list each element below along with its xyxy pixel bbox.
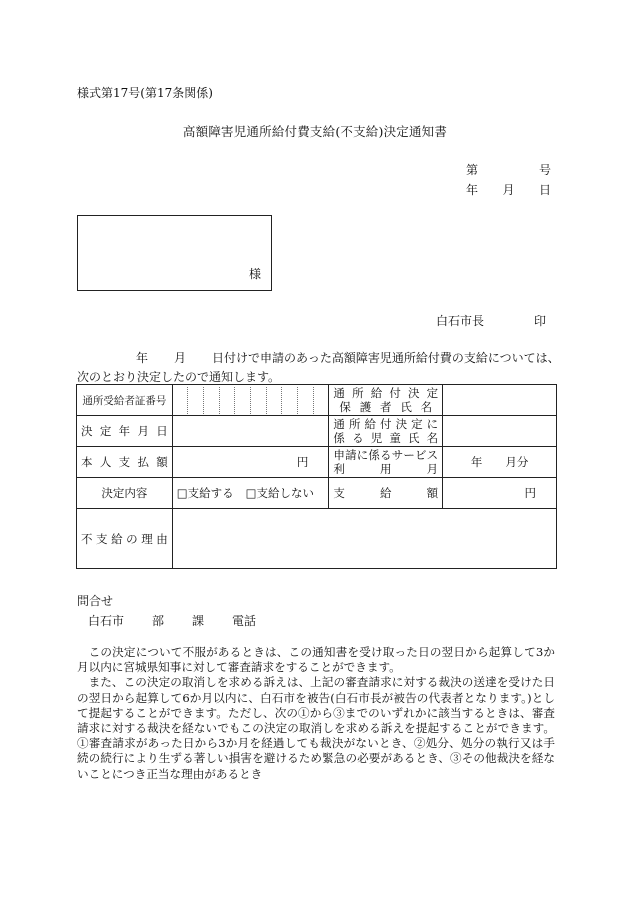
guardian-name-value[interactable] bbox=[443, 385, 557, 416]
intro-line1-rest: 日付けで申請のあった高額障害児通所給付費の支給については、 bbox=[212, 351, 560, 365]
intro-line-1 bbox=[136, 349, 560, 366]
intro-year: 年 bbox=[136, 351, 149, 365]
addressee-honorific: 様 bbox=[248, 267, 261, 281]
guardian-name-label-l2: 保護者氏名 bbox=[339, 400, 433, 414]
no-pay-reason-value[interactable] bbox=[172, 509, 556, 569]
addressee-box bbox=[77, 215, 272, 291]
notice-paragraph-2: また、この決定の取消しを求める訴えは、上記の審査請求に対する裁決の送達を受けた日の翌日から起算して6か月以内に、白石市を被告(白石市長が被告の代表者となります。)として提起することができます。ただし、次の①から③までのいずれかに該当するときは、審査請求に対する裁決を経ないでもこの決定の取消しを求める訴えを提起することができます。①審査請求があった日から3か月を経過しても裁決がないとき、②処分、処分の執行又は手続の続行により生ずる著しい損害を避けるため緊急の必要があるとき、③その他裁決を経ないことにつき正当な理由があるとき bbox=[77, 675, 555, 781]
issuer-seal: 印 bbox=[534, 314, 547, 328]
doc-number-prefix: 第 bbox=[466, 163, 479, 177]
digit-boxes bbox=[173, 387, 329, 414]
guardian-name-label bbox=[329, 385, 443, 416]
document-title: 高額障害児通所給付費支給(不支給)決定通知書 bbox=[182, 124, 448, 139]
inquiry-dept: 部 bbox=[152, 614, 165, 628]
intro-line-2: 次のとおり決定したので通知します。 bbox=[77, 370, 281, 384]
decision-date-label: 決定年月日 bbox=[77, 416, 173, 447]
payment-amount-value[interactable] bbox=[443, 478, 557, 509]
issue-date-year: 年 bbox=[466, 183, 479, 197]
issue-date-month: 月 bbox=[502, 183, 515, 197]
payment-amount-yen: 円 bbox=[524, 486, 536, 500]
table-row bbox=[77, 385, 557, 416]
table-row bbox=[77, 416, 557, 447]
nopay-checkbox[interactable]: □支給しない bbox=[245, 486, 315, 500]
issue-date-day: 日 bbox=[538, 183, 551, 197]
doc-number-suffix: 号 bbox=[538, 163, 551, 177]
self-payment-yen: 円 bbox=[296, 455, 309, 469]
inquiry-phone: 電話 bbox=[232, 614, 257, 628]
inquiry-heading: 問合せ bbox=[77, 594, 114, 608]
service-month-label-l1: 申請に係るサービス bbox=[333, 448, 439, 462]
form-number: 様式第17号(第17条関係) bbox=[77, 86, 213, 100]
issue-date bbox=[466, 181, 551, 198]
child-name-label bbox=[329, 416, 443, 447]
inquiry-city: 白石市 bbox=[88, 614, 125, 628]
inquiry-section: 課 bbox=[192, 614, 205, 628]
self-payment-label: 本人支払額 bbox=[77, 447, 173, 478]
issuer bbox=[436, 312, 546, 329]
table-row bbox=[77, 447, 557, 478]
recipient-cert-label: 通所受給者証番号 bbox=[77, 385, 173, 416]
no-pay-reason-label: 不支給の理由 bbox=[77, 509, 173, 569]
child-name-value[interactable] bbox=[443, 416, 557, 447]
decision-content-options bbox=[172, 478, 329, 509]
document-number-block bbox=[466, 161, 551, 198]
document-number bbox=[466, 161, 551, 181]
table-row bbox=[77, 509, 557, 569]
table-row bbox=[77, 478, 557, 509]
child-name-label-l2: 係る児童氏名 bbox=[333, 431, 439, 445]
pay-checkbox[interactable]: □支給する bbox=[176, 486, 234, 500]
payment-amount-label: 支給額 bbox=[329, 478, 443, 509]
service-month-label bbox=[329, 447, 443, 478]
inquiry-contact bbox=[88, 612, 256, 629]
service-month-value[interactable]: 年 月分 bbox=[443, 447, 557, 478]
notice-paragraph-1: この決定について不服があるときは、この通知書を受け取った日の翌日から起算して3か月以内に宮城県知事に対して審査請求をすることができます。 bbox=[77, 645, 555, 675]
service-month-label-l2: 利用月 bbox=[333, 462, 439, 476]
recipient-cert-digits[interactable] bbox=[172, 385, 329, 416]
child-name-label-l1: 通所給付決定に bbox=[333, 417, 439, 431]
guardian-name-label-l1: 通所給付決定 bbox=[333, 386, 439, 400]
issuer-name: 白石市長 bbox=[436, 314, 485, 328]
decision-table bbox=[76, 384, 557, 569]
decision-content-label: 決定内容 bbox=[77, 478, 173, 509]
self-payment-value[interactable] bbox=[172, 447, 329, 478]
decision-date-value[interactable] bbox=[172, 416, 329, 447]
appeal-notice bbox=[77, 645, 555, 782]
intro-month: 月 bbox=[174, 351, 187, 365]
